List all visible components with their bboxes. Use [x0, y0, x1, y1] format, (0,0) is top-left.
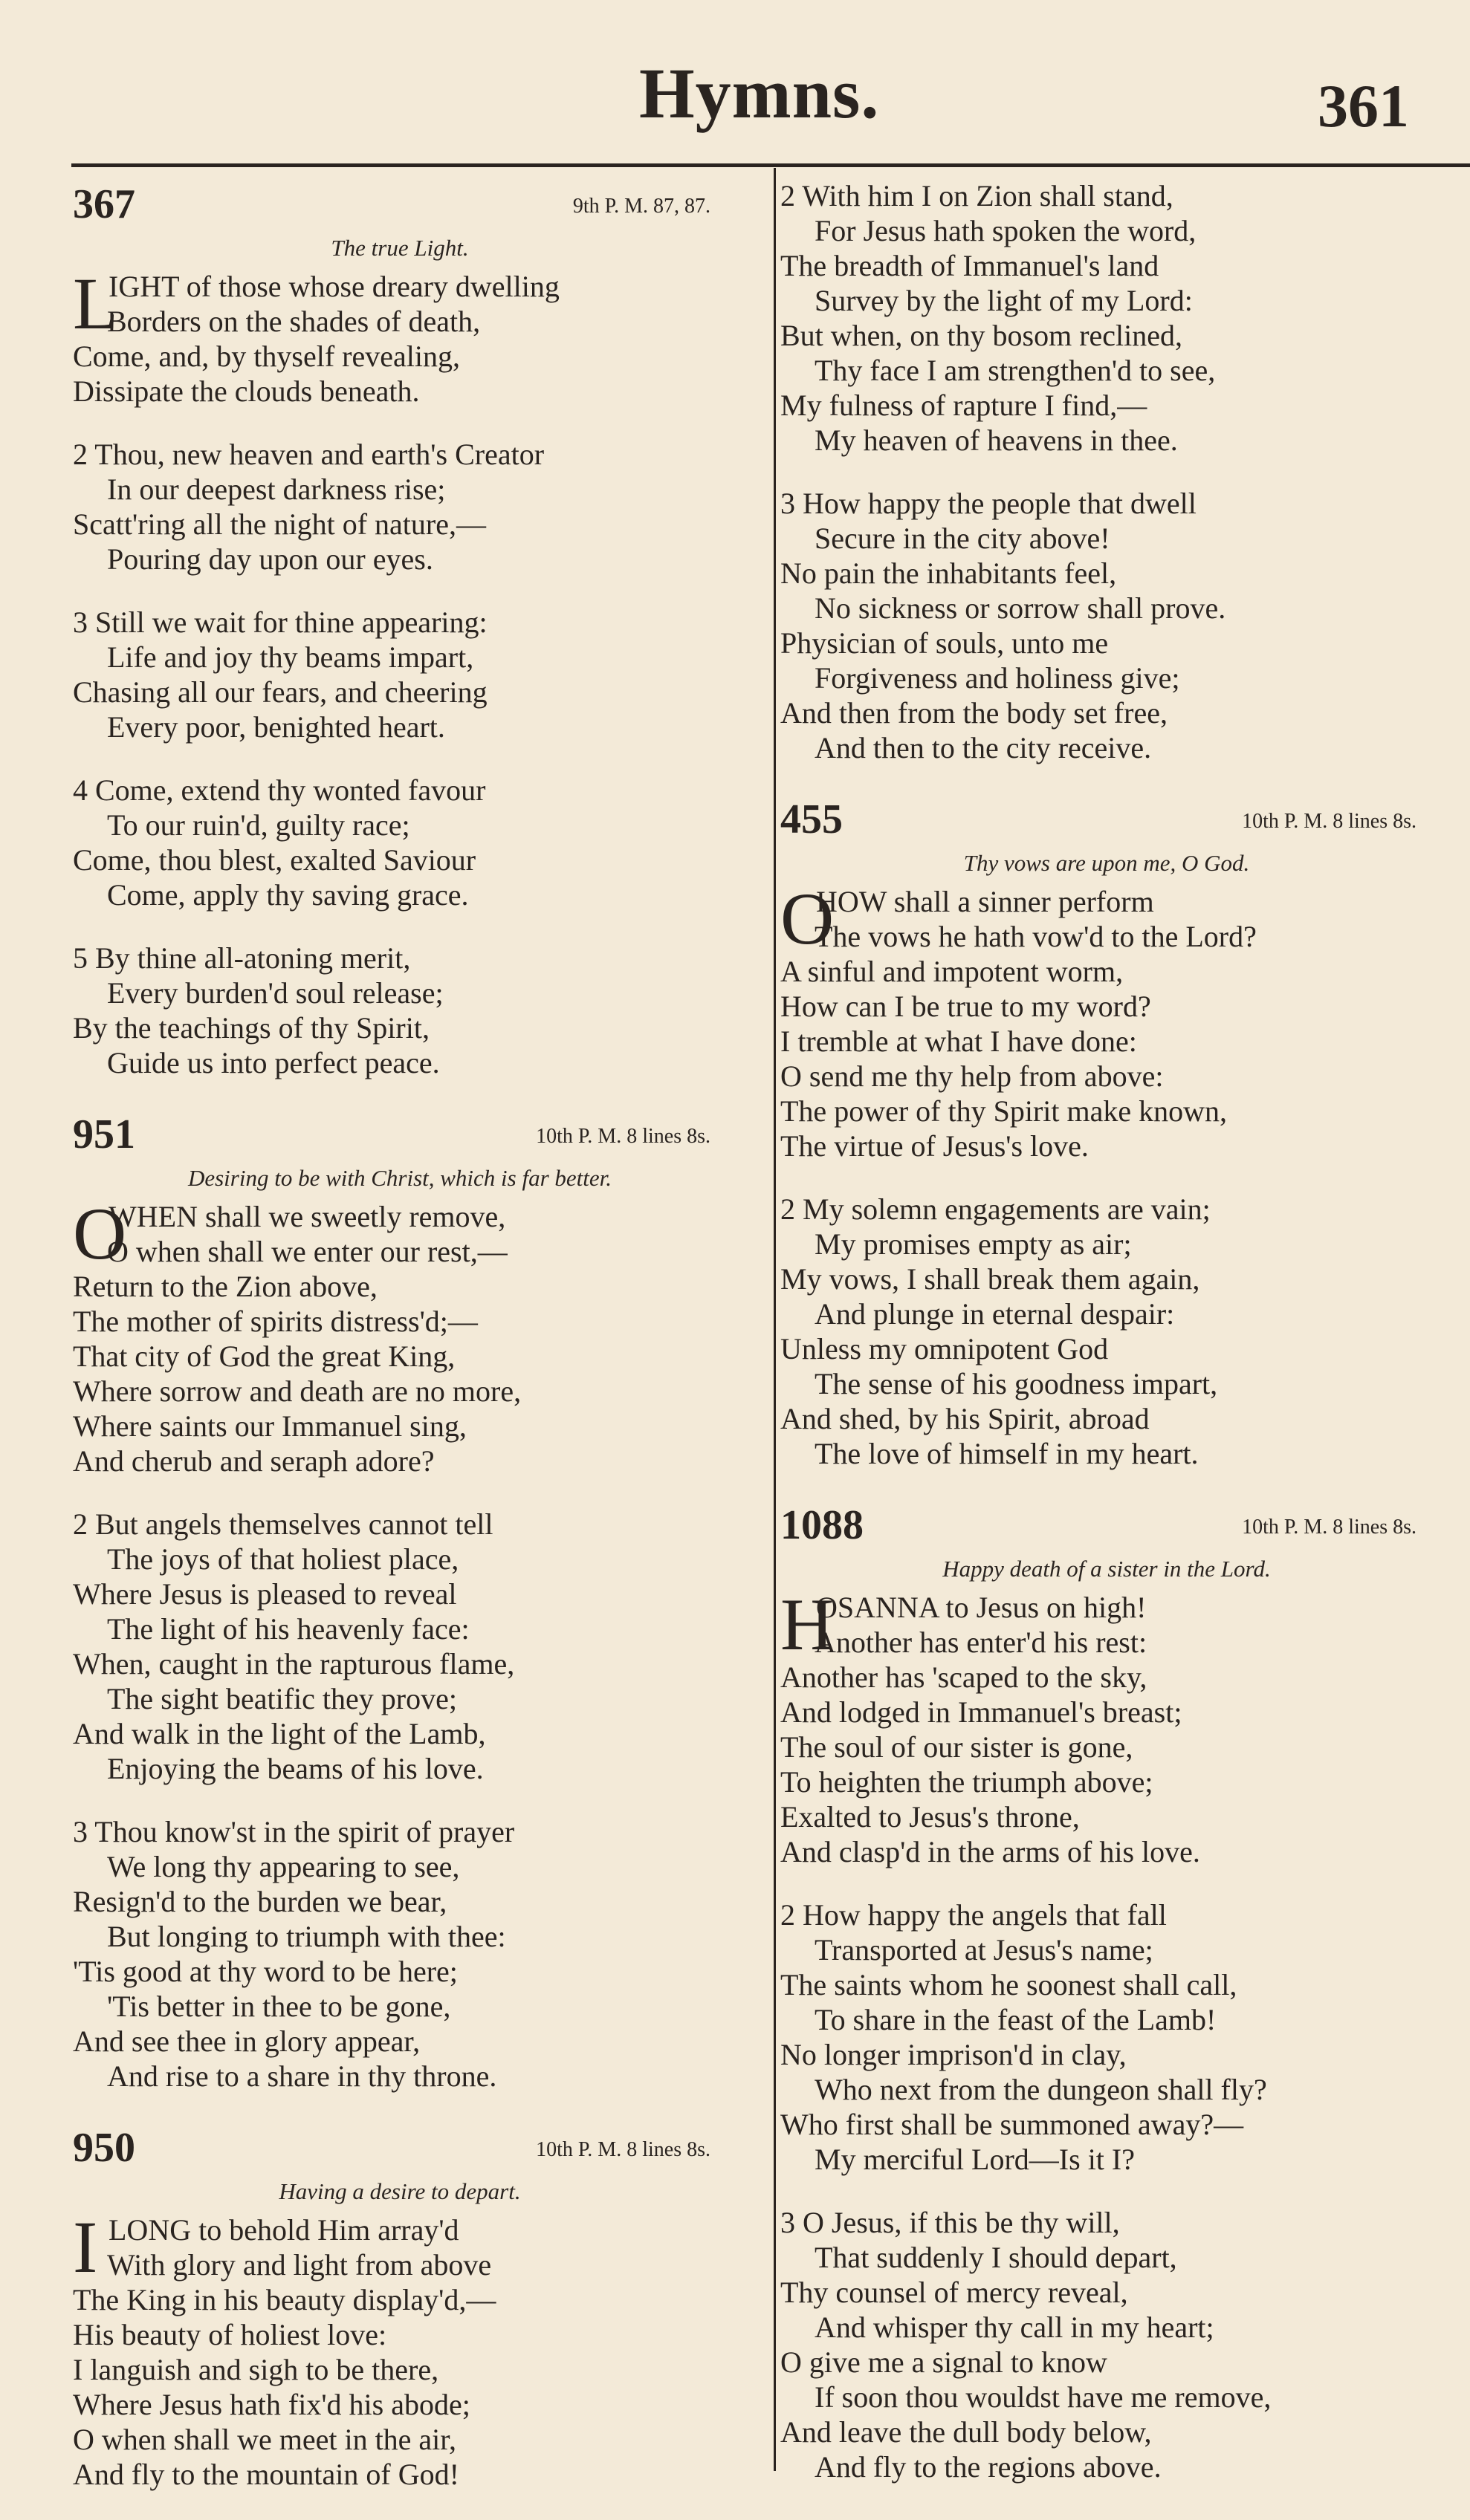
- stanza: [73, 941, 727, 1080]
- verse-line: With glory and light from above: [107, 2248, 492, 2282]
- verse-line: Resign'd to the burden we bear,: [73, 1885, 447, 1918]
- drop-cap: O: [780, 877, 835, 960]
- hymn-number: 367: [73, 181, 135, 227]
- verse-line: Unless my omnipotent God: [780, 1332, 1109, 1365]
- hymn-subtitle: The true Light.: [331, 235, 469, 261]
- verse-line: My merciful Lord—Is it I?: [815, 2143, 1135, 2176]
- verse-line: Survey by the light of my Lord:: [815, 284, 1193, 317]
- verse-line: Scatt'ring all the night of nature,—: [73, 507, 486, 541]
- verse-line: I tremble at what I have done:: [780, 1024, 1137, 1058]
- hymn-number: 951: [73, 1111, 135, 1157]
- verse-line: O when shall we enter our rest,—: [107, 1235, 508, 1268]
- verse-line: Life and joy thy beams impart,: [107, 640, 474, 674]
- verse-line: HOW shall a sinner perform: [816, 885, 1154, 918]
- verse-line: By the teachings of thy Spirit,: [73, 1011, 430, 1045]
- stanza: [73, 1192, 727, 1478]
- verse-line: Thy counsel of mercy reveal,: [780, 2276, 1128, 2309]
- verse-line: Return to the Zion above,: [73, 1270, 378, 1303]
- verse-line: 'Tis good at thy word to be here;: [73, 1955, 458, 1988]
- running-title: Hymns.: [639, 53, 880, 133]
- verse-line: His beauty of holiest love:: [73, 2318, 387, 2351]
- verse-line: The virtue of Jesus's love.: [780, 1129, 1089, 1163]
- verse-line: The sight beatific they prove;: [107, 1682, 457, 1715]
- verse-line: I languish and sigh to be there,: [73, 2353, 439, 2386]
- verse-line: And fly to the mountain of God!: [73, 2458, 459, 2491]
- verse-line: 3 Still we wait for thine appearing:: [73, 605, 488, 639]
- right-column: [780, 178, 1433, 2513]
- verse-line: We long thy appearing to see,: [107, 1850, 460, 1883]
- verse-line: Pouring day upon our eyes.: [107, 542, 433, 576]
- stanza: [780, 2205, 1433, 2484]
- verse-line: No pain the inhabitants feel,: [780, 556, 1117, 590]
- verse-line: WHEN shall we sweetly remove,: [109, 1200, 506, 1233]
- stanza: [780, 1192, 1433, 1471]
- verse-line: Where saints our Immanuel sing,: [73, 1409, 467, 1443]
- verse-line: Another has enter'd his rest:: [815, 1626, 1147, 1659]
- verse-line: And plunge in eternal despair:: [815, 1297, 1175, 1331]
- verse-line: And clasp'd in the arms of his love.: [780, 1835, 1200, 1868]
- hymn: [780, 1499, 1433, 2484]
- verse-line: For Jesus hath spoken the word,: [815, 214, 1197, 247]
- hymn-meter: 10th P. M. 8 lines 8s.: [536, 2138, 710, 2161]
- verse-line: O give me a signal to know: [780, 2345, 1107, 2379]
- verse-line: Physician of souls, unto me: [780, 626, 1109, 660]
- verse-line: Guide us into perfect peace.: [107, 1046, 440, 1079]
- hymn-subtitle: Having a desire to depart.: [279, 2178, 521, 2204]
- hymn-meter: 10th P. M. 8 lines 8s.: [1242, 1516, 1416, 1539]
- verse-line: Where Jesus is pleased to reveal: [73, 1577, 457, 1611]
- stanza: [73, 605, 727, 744]
- stanza: [780, 1583, 1433, 1869]
- hymn: [73, 178, 727, 1080]
- verse-line: And then to the city receive.: [815, 731, 1152, 764]
- verse-line: To our ruin'd, guilty race;: [107, 808, 410, 842]
- hymn: [73, 2122, 727, 2492]
- hymn-meter: 10th P. M. 8 lines 8s.: [536, 1125, 710, 1148]
- verse-line: The saints whom he soonest shall call,: [780, 1968, 1237, 2001]
- hymn: [780, 793, 1433, 1471]
- hymn-heading: [73, 178, 727, 233]
- verse-line: OSANNA to Jesus on high!: [816, 1591, 1147, 1624]
- page-number: 361: [1318, 72, 1409, 140]
- drop-cap: I: [73, 2206, 98, 2288]
- verse-line: The power of thy Spirit make known,: [780, 1094, 1227, 1128]
- hymn-heading: [780, 1499, 1433, 1554]
- verse-line: Exalted to Jesus's throne,: [780, 1800, 1080, 1834]
- stanza: [73, 773, 727, 912]
- verse-line: 2 My solemn engagements are vain;: [780, 1192, 1211, 1226]
- hymn-subtitle: Happy death of a sister in the Lord.: [942, 1556, 1271, 1582]
- hymn-heading: [73, 2122, 727, 2177]
- drop-cap: L: [73, 262, 119, 345]
- hymn-number: 950: [73, 2125, 135, 2171]
- verse-line: Every burden'd soul release;: [107, 976, 444, 1010]
- stanza: [73, 1814, 727, 2094]
- verse-line: Who first shall be summoned away?—: [780, 2108, 1244, 2141]
- verse-line: The sense of his goodness impart,: [815, 1367, 1218, 1400]
- verse-line: And walk in the light of the Lamb,: [73, 1717, 486, 1750]
- verse-line: The breadth of Immanuel's land: [780, 249, 1159, 282]
- verse-line: Who next from the dungeon shall fly?: [815, 2073, 1267, 2106]
- verse-line: Chasing all our fears, and cheering: [73, 675, 488, 709]
- verse-line: And fly to the regions above.: [815, 2450, 1162, 2484]
- drop-cap: H: [780, 1583, 835, 1666]
- verse-line: But longing to triumph with thee:: [107, 1920, 506, 1953]
- verse-line: No sickness or sorrow shall prove.: [815, 591, 1226, 625]
- verse-line: Come, and, by thyself revealing,: [73, 340, 460, 373]
- stanza: [73, 2206, 727, 2492]
- verse-line: 3 Thou know'st in the spirit of prayer: [73, 1815, 515, 1848]
- verse-line: To heighten the triumph above;: [780, 1765, 1153, 1799]
- verse-line: My heaven of heavens in thee.: [815, 423, 1178, 457]
- verse-line: Where Jesus hath fix'd his abode;: [73, 2388, 470, 2421]
- verse-line: 2 How happy the angels that fall: [780, 1898, 1167, 1932]
- verse-line: My vows, I shall break them again,: [780, 1262, 1200, 1296]
- hymn-subtitle: Thy vows are upon me, O God.: [963, 850, 1250, 876]
- verse-line: And rise to a share in thy throne.: [107, 2059, 497, 2093]
- verse-line: The mother of spirits distress'd;—: [73, 1305, 478, 1338]
- verse-line: 5 By thine all-atoning merit,: [73, 941, 411, 975]
- verse-line: The vows he hath vow'd to the Lord?: [815, 920, 1257, 953]
- verse-line: Where sorrow and death are no more,: [73, 1374, 522, 1408]
- verse-line: My promises empty as air;: [815, 1227, 1132, 1261]
- verse-line: 2 But angels themselves cannot tell: [73, 1507, 493, 1541]
- verse-line: Every poor, benighted heart.: [107, 710, 445, 744]
- verse-line: 2 With him I on Zion shall stand,: [780, 179, 1173, 212]
- verse-line: Transported at Jesus's name;: [815, 1933, 1153, 1967]
- verse-line: The joys of that holiest place,: [107, 1542, 459, 1576]
- verse-line: No longer imprison'd in clay,: [780, 2038, 1127, 2071]
- verse-line: LONG to behold Him array'd: [109, 2213, 459, 2247]
- verse-line: And cherub and seraph adore?: [73, 1444, 435, 1478]
- verse-line: That city of God the great King,: [73, 1339, 456, 1373]
- verse-line: And lodged in Immanuel's breast;: [780, 1695, 1182, 1729]
- verse-line: Forgiveness and holiness give;: [815, 661, 1180, 695]
- hymn: [780, 178, 1433, 765]
- page-header: [0, 0, 1470, 175]
- verse-line: Come, apply thy saving grace.: [107, 878, 469, 912]
- verse-line: 3 O Jesus, if this be thy will,: [780, 2206, 1120, 2239]
- verse-line: 2 Thou, new heaven and earth's Creator: [73, 438, 545, 471]
- verse-line: Borders on the shades of death,: [107, 305, 481, 338]
- verse-line: The love of himself in my heart.: [815, 1437, 1199, 1470]
- verse-line: My fulness of rapture I find,—: [780, 389, 1147, 422]
- hymn-number: 1088: [780, 1502, 864, 1548]
- verse-line: In our deepest darkness rise;: [107, 472, 446, 506]
- hymn-number: 455: [780, 796, 843, 842]
- verse-line: And shed, by his Spirit, abroad: [780, 1402, 1150, 1435]
- verse-line: Come, thou blest, exalted Saviour: [73, 843, 476, 877]
- verse-line: The light of his heavenly face:: [107, 1612, 470, 1646]
- hymn: [73, 1108, 727, 2094]
- stanza: [73, 1507, 727, 1786]
- verse-line: If soon thou wouldst have me remove,: [815, 2380, 1272, 2414]
- hymn-heading: [73, 1108, 727, 1163]
- verse-line: And then from the body set free,: [780, 696, 1168, 730]
- hymn-subtitle: Desiring to be with Christ, which is far better.: [187, 1165, 612, 1191]
- verse-line: Thy face I am strengthen'd to see,: [815, 354, 1216, 387]
- stanza: [780, 486, 1433, 765]
- left-column: [73, 178, 727, 2520]
- verse-line: 'Tis better in thee to be gone,: [107, 1990, 451, 2023]
- verse-line: Dissipate the clouds beneath.: [73, 374, 420, 408]
- stanza: [73, 437, 727, 577]
- verse-line: That suddenly I should depart,: [815, 2241, 1177, 2274]
- verse-line: And whisper thy call in my heart;: [815, 2310, 1214, 2344]
- verse-line: Another has 'scaped to the sky,: [780, 1660, 1147, 1694]
- column-divider: [774, 168, 776, 2471]
- verse-line: When, caught in the rapturous flame,: [73, 1647, 515, 1680]
- verse-line: Secure in the city above!: [815, 522, 1110, 555]
- verse-line: The King in his beauty display'd,—: [73, 2283, 496, 2316]
- verse-line: 4 Come, extend thy wonted favour: [73, 773, 486, 807]
- hymn-heading: [780, 793, 1433, 848]
- header-rule: [71, 163, 1470, 167]
- verse-line: O when shall we meet in the air,: [73, 2423, 457, 2456]
- hymn-meter: 10th P. M. 8 lines 8s.: [1242, 810, 1416, 833]
- verse-line: The soul of our sister is gone,: [780, 1730, 1133, 1764]
- verse-line: How can I be true to my word?: [780, 990, 1151, 1023]
- stanza: [73, 262, 727, 409]
- verse-line: IGHT of those whose dreary dwelling: [109, 270, 560, 303]
- verse-line: 3 How happy the people that dwell: [780, 487, 1197, 520]
- verse-line: And leave the dull body below,: [780, 2415, 1152, 2449]
- stanza: [780, 877, 1433, 1163]
- verse-line: A sinful and impotent worm,: [780, 955, 1124, 988]
- stanza: [780, 1897, 1433, 2177]
- stanza: [780, 178, 1433, 458]
- verse-line: O send me thy help from above:: [780, 1059, 1164, 1093]
- verse-line: But when, on thy bosom reclined,: [780, 319, 1183, 352]
- verse-line: Enjoying the beams of his love.: [107, 1752, 484, 1785]
- hymn-meter: 9th P. M. 87, 87.: [572, 195, 710, 218]
- verse-line: And see thee in glory appear,: [73, 2024, 421, 2058]
- verse-line: To share in the feast of the Lamb!: [815, 2003, 1217, 2036]
- drop-cap: O: [73, 1192, 127, 1275]
